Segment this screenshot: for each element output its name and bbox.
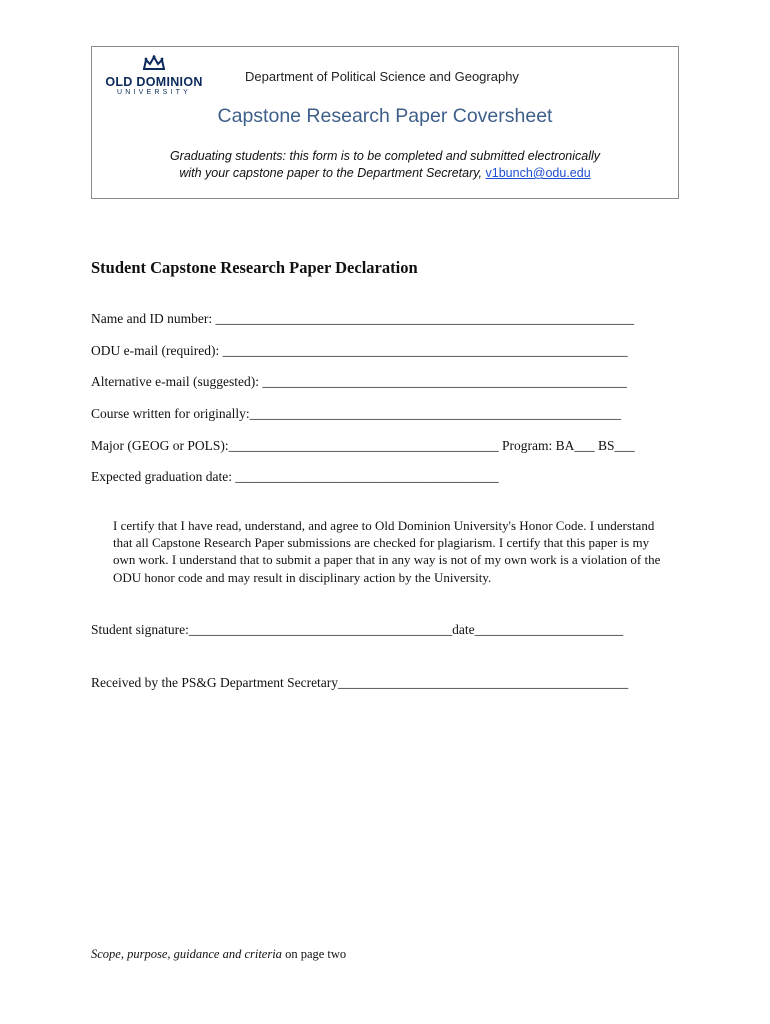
logo-subtitle: UNIVERSITY [116,89,191,96]
instruction-line-2: with your capstone paper to the Department Secretary, v1bunch@odu.edu [179,166,591,180]
instruction-line-1: Graduating students: this form is to be completed and submitted electronically [169,149,601,163]
department-name: Department of Political Science and Geography [245,69,519,84]
secretary-email-link[interactable]: v1bunch@odu.edu [485,166,591,180]
coversheet-header-box [91,46,679,199]
major-program-field[interactable]: Major (GEOG or POLS):________________________________________ Program: BA___ BS___ [91,438,635,453]
alt-email-field[interactable]: Alternative e-mail (suggested): ______________________________________________________ [91,374,627,389]
honor-code-statement: I certify that I have read, understand, and agree to Old Dominion University's Honor Code. I understand that all Capstone Research Paper submissions are checked for plagiarism. I certify that this paper is my own work. I understand that to submit a paper that in any way is not of my own work is a violation of the ODU honor code and may result in disciplinary action by the University. [113,518,661,585]
graduation-date-field[interactable]: Expected graduation date: _______________________________________ [91,469,499,484]
footer-italic: Scope, purpose, guidance and criteria [91,947,282,961]
footer-normal: on page two [281,947,347,961]
logo-wordmark: OLD DOMINION [105,75,203,89]
course-field[interactable]: Course written for originally:_______________________________________________________ [91,406,621,421]
signature-date-field[interactable]: Student signature:_______________________________________date______________________ [91,622,624,637]
instructions [92,148,678,182]
received-by-field[interactable]: Received by the PS&G Department Secretary___________________________________________ [91,675,629,690]
page-title: Capstone Research Paper Coversheet [217,105,553,127]
odu-email-field[interactable]: ODU e-mail (required): ____________________________________________________________ [91,343,628,358]
name-id-field[interactable]: Name and ID number: ______________________________________________________________ [91,311,634,326]
declaration-heading: Student Capstone Research Paper Declaration [91,258,418,277]
footer-note [91,947,346,962]
